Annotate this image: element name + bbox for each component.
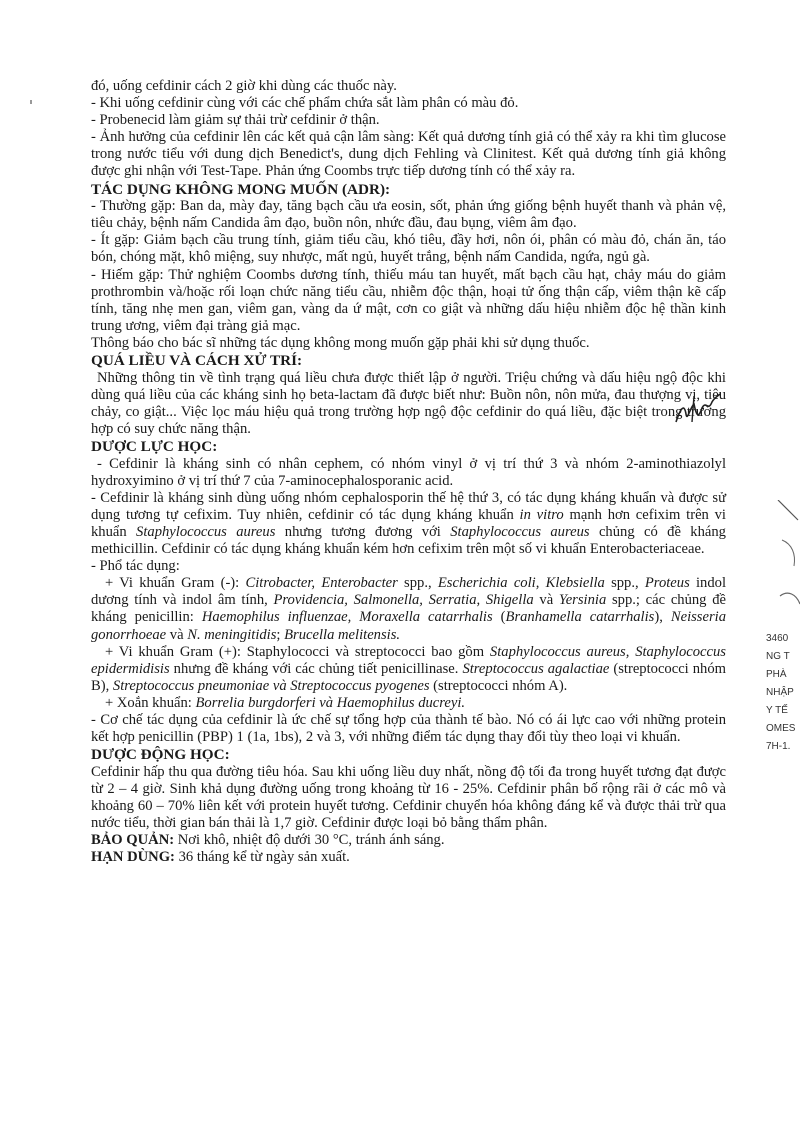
storage-label: BẢO QUẢN: bbox=[91, 832, 175, 849]
stamp-line: 3460 bbox=[766, 633, 789, 644]
pd-species: Proteus bbox=[644, 575, 690, 592]
pd-text: mạnh hơn cefixim trên vi khuẩn bbox=[91, 506, 726, 540]
pd-text: + Vi khuẩn Gram (+): Staphylococci và streptococci bao gồm bbox=[105, 643, 490, 660]
intro-line-3: - Probenecid làm giảm sự thải trừ cefdinir ở thận. bbox=[91, 112, 380, 129]
pd-species: Yersinia bbox=[558, 592, 607, 609]
pd-text: - Cefdinir là kháng sinh dùng uống nhóm cephalosporin thế hệ thứ 3, có tác dụng kháng khuẩn và được sử dụng tương tự cefixim. Tuy nhiên, cefdinir có tác dụng kháng khuẩn bbox=[91, 489, 726, 523]
pd-text: spp., bbox=[604, 575, 645, 592]
pd-species: Citrobacter, Enterobacter bbox=[245, 575, 398, 592]
pharmacokinetics-heading: DƯỢC ĐỘNG HỌC: bbox=[91, 746, 230, 764]
adjacent-stamp-text bbox=[766, 630, 800, 770]
adr-common: - Thường gặp: Ban da, mày đay, tăng bạch cầu ưa eosin, sốt, phản ứng giống bệnh huyết thanh và phản vệ, tiêu chảy, bệnh nấm Candida âm đạo, buồn nôn, nhức đầu, đau bụng, viêm âm đạo. bbox=[91, 198, 726, 232]
pd-text: và bbox=[166, 626, 188, 643]
pd-text: chủng có đề kháng methicillin. Cefdinir có tác dụng kháng khuẩn kém hơn cefixim trên một số vi khuẩn Enterobacteriaceae. bbox=[91, 523, 726, 558]
pd-text: indol dương tính và indol âm tính, bbox=[91, 575, 727, 609]
shelf-life-line bbox=[91, 849, 726, 866]
pd-species: Brucella melitensis. bbox=[284, 626, 401, 643]
leaflet-text bbox=[91, 78, 726, 866]
pd-text: ; bbox=[276, 626, 285, 643]
intro-line-1: đó, uống cefdinir cách 2 giờ khi dùng các thuốc này. bbox=[91, 78, 397, 94]
pd-text: + Xoắn khuẩn: bbox=[105, 694, 196, 711]
storage-text: Nơi khô, nhiệt độ dưới 30 °C, tránh ánh sáng. bbox=[174, 832, 445, 849]
pd-species: Staphylococcus aureus bbox=[136, 523, 276, 540]
overdose-heading: QUÁ LIỀU VÀ CÁCH XỬ TRÍ: bbox=[91, 352, 303, 369]
pd-species: Escherichia coli, Klebsiella bbox=[437, 575, 605, 592]
pd-species: Staphylococcus aureus, Staphylococcus epidermidisis bbox=[91, 643, 726, 677]
pharmacodynamics-heading: DƯỢC LỰC HỌC: bbox=[91, 437, 218, 455]
stamp-line: PHÀ bbox=[766, 669, 787, 680]
pd-text: spp., bbox=[397, 575, 438, 592]
pharmacokinetics-text: Cefdinir hấp thu qua đường tiêu hóa. Sau khi uống liều duy nhất, nồng độ tối đa trong huyết tương đạt được từ 2 – 4 giờ. Sinh khả dụng đường uống trong khoảng từ 16 - 25%. Cefdinir phân bố rộng rãi ở các mô và khoảng 60 – 70% liên kết với protein huyết tương. Cefdinir chuyển hóa không đáng kể và được thải trừ qua nước tiểu, thời gian bán thải là 1,7 giờ. Cefdinir được loại bỏ bằng thẩm phân. bbox=[91, 763, 726, 832]
overdose-text: Những thông tin về tình trạng quá liều chưa được thiết lập ở người. Triệu chứng và dấu hiệu ngộ độc khi dùng quá liều của các kháng sinh họ beta-lactam đã được biết như: Buồn nôn, nôn mửa, đau thượng vị, tiêu chảy, co giật... Việc lọc máu hiệu quả trong trường hợp ngộ độc cefdinir do quá liều, đặc biệt trong trường hợp có suy chức năng thận. bbox=[91, 369, 726, 437]
pd-species: Borrelia burgdorferi và Haemophilus ducreyi. bbox=[195, 694, 466, 711]
gram-positive bbox=[91, 644, 726, 695]
stamp-line: NG T bbox=[766, 651, 790, 662]
pd-text: và bbox=[533, 592, 559, 609]
stamp-line: NHẬP bbox=[766, 687, 794, 698]
pd-species: Neisseria gonorrhoeae bbox=[91, 609, 726, 643]
pd-species: Staphylococcus aureus bbox=[450, 523, 590, 540]
spectrum-label: - Phổ tác dụng: bbox=[91, 558, 180, 575]
pd-species: Haemophilus influenzae, Moraxella catarrhalis bbox=[201, 609, 493, 626]
adr-uncommon: - Ít gặp: Giảm bạch cầu trung tính, giảm tiểu cầu, khó tiêu, đầy hơi, nôn ói, phân có màu đỏ, chán ăn, táo bón, chóng mặt, khô miệng, suy nhược, mất ngủ, huyết trắng, bệnh nấm Candida, ngứa, ngủ gà. bbox=[91, 232, 726, 266]
pd-species: Providencia, Salmonella, Serratia, Shigella bbox=[273, 592, 534, 609]
shelf-life-label: HẠN DÙNG: bbox=[91, 849, 175, 866]
pd-species: Streptococcus agalactiae bbox=[462, 660, 610, 677]
shelf-life-text: 36 tháng kể từ ngày sản xuất. bbox=[174, 849, 350, 866]
stamp-line: Y TẾ bbox=[766, 705, 788, 716]
mechanism: - Cơ chế tác dụng của cefdinir là ức chế sự tổng hợp của thành tế bào. Nó có ái lực cao với những protein kết hợp penicillin (PBP) 1 (1a, 1bs), 2 và 3, với những điểm tác dụng thay đổi tùy theo loại vi khuẩn. bbox=[91, 711, 726, 746]
adr-heading: TÁC DỤNG KHÔNG MONG MUỐN (ADR): bbox=[91, 180, 391, 198]
pd-text: + Vi khuẩn Gram (-): bbox=[105, 575, 246, 592]
pd-text: nhưng đề kháng với các chủng tiết penicillinase. bbox=[169, 660, 463, 677]
stamp-line: 7H-1. bbox=[766, 741, 791, 752]
pd-structure: - Cefdinir là kháng sinh có nhân cephem, có nhóm vinyl ở vị trí thứ 3 và nhóm 2-aminothiazolyl hydroxyimino ở vị trí thứ 7 của 7-aminocephalosporanic acid. bbox=[91, 455, 726, 489]
pd-text: ( bbox=[492, 609, 506, 626]
scan-mark bbox=[30, 100, 32, 104]
pd-text: nhưng tương đương với bbox=[275, 523, 451, 540]
pd-text: (streptococci nhóm B), bbox=[91, 660, 726, 694]
handwritten-initials bbox=[672, 392, 722, 432]
pd-species: N. meningitidis bbox=[187, 626, 277, 643]
storage-line bbox=[91, 832, 726, 849]
intro-line-2: - Khi uống cefdinir cùng với các chế phẩm chứa sắt làm phân có màu đỏ. bbox=[91, 95, 519, 112]
pd-species: Branhamella catarrhalis bbox=[505, 609, 655, 626]
pd-comparison bbox=[91, 490, 726, 558]
pd-text: ), bbox=[654, 609, 671, 626]
intro-line-4: - Ảnh hưởng của cefdinir lên các kết quả cận lâm sàng: Kết quả dương tính giả có thể xảy ra khi tìm glucose trong nước tiểu với dung dịch Benedict's, dung dịch Fehling và Clinitest. Kết quả dương tính giả không được ghi nhận với Test-Tape. Phản ứng Coombs trực tiếp dương tính có thể xảy ra. bbox=[91, 129, 726, 180]
adr-rare: - Hiếm gặp: Thử nghiệm Coombs dương tính, thiếu máu tan huyết, mất bạch cầu hạt, chảy máu do giảm prothrombin và/hoặc rối loạn chức năng tiểu cầu, nhiễm độc thận, hoại tử ống thận cấp, viêm thận kẽ cấp tính, tăng nhẹ men gan, viêm gan, vàng da ứ mật, cơn co giật và những dấu hiệu nhiễm độc hệ thần kinh trung ương, viêm đại tràng giả mạc. bbox=[91, 266, 726, 334]
stamp-fragment bbox=[772, 500, 800, 620]
pd-in-vitro: in vitro bbox=[519, 506, 564, 523]
pd-text: (streptococci nhóm A). bbox=[429, 677, 568, 694]
pd-text: spp.; các chủng đề kháng penicillin: bbox=[91, 592, 726, 626]
adr-notice: Thông báo cho bác sĩ những tác dụng không mong muốn gặp phải khi sử dụng thuốc. bbox=[91, 334, 590, 351]
spirochetes bbox=[91, 695, 726, 712]
stamp-line: OMES bbox=[766, 723, 796, 734]
gram-negative bbox=[91, 575, 726, 643]
pd-species: Streptococcus pneumoniae và Streptococcus pyogenes bbox=[112, 677, 430, 694]
